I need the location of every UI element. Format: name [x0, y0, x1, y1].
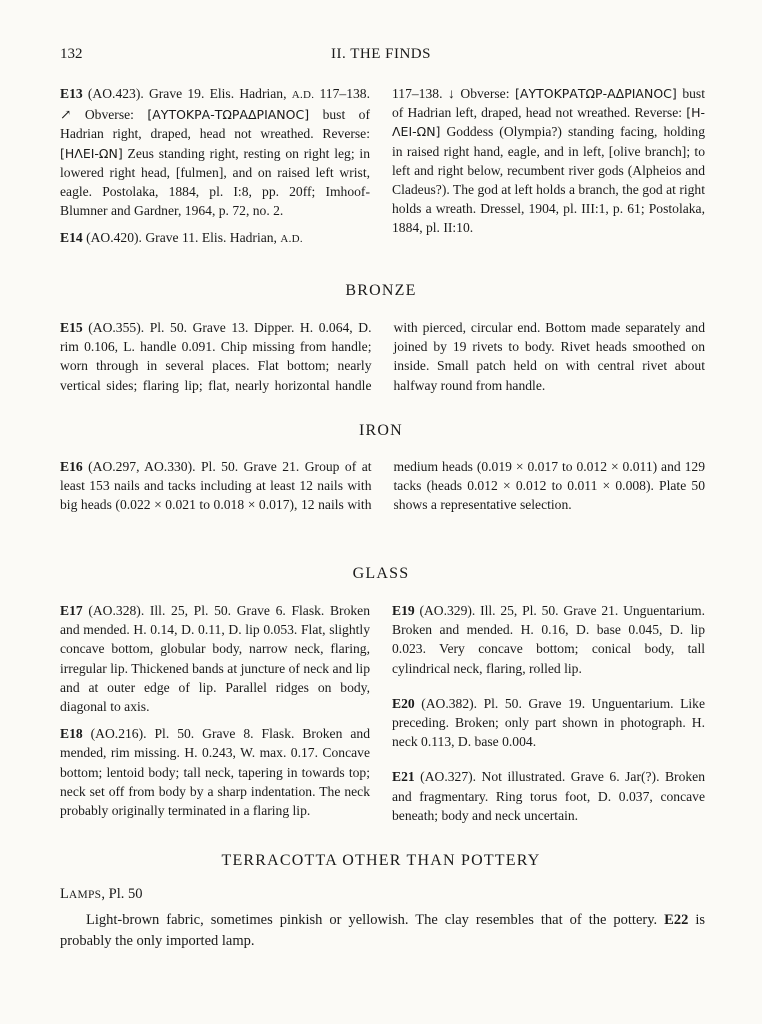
entry-id: E19: [392, 603, 415, 618]
bronze-entry: E15 (AO.355). Pl. 50. Grave 13. Dipper. H. 0.064, D. rim 0.106, L. handle 0.091. Chip missing from handle; worn through in several places. Flat bottom; nearly vertical sides; flaring lip; flat, nearly horizontal handle with pierced, circular end. Bottom made separately and joined by 19 rivets to body. Rivet heads smoothed on inside. Small patch held on with central rivet about halfway round from handle.: [60, 320, 705, 393]
coin-legend: [ΑΥΤΟΚΡΑΤΩΡ-ΑΔΡΙΑΝΟC]: [515, 86, 677, 101]
running-head: II. THE FINDS: [331, 46, 431, 62]
entry-e14-continued: 117–138. ↓ Obverse: [ΑΥΤΟΚΡΑΤΩΡ-ΑΔΡΙΑΝΟC] bust of Hadrian left, draped, head not wreathed. Reverse: [Η-ΛΕΙ-ΩΝ] Goddess (Olympia?) standing facing, holding in raised right hand, eagle, and in left, [olive branch]; to left and right below, recumbent river gods (Alpheios and Cladeus?). The god at left holds a branch, the god at right holds a wreath. Dressel, 1904, pl. III:1, p. 61; Postolaka, 1884, pl. II:10.: [392, 86, 705, 236]
coin-legend: [ΑΥΤΟΚΡΑ-ΤΩΡΑΔΡΙΑΝΟC]: [147, 107, 310, 123]
glass-right-column: [392, 601, 705, 833]
entry-e13: E13 (AO.423). Grave 19. Elis. Hadrian, A.D. 117–138. ↗ Obverse: [ΑΥΤΟΚΡΑ-ΤΩΡΑΔΡΙΑΝΟC] bust of Hadrian right, draped, head not wreathed. Reverse: [ΗΛΕΙ-ΩΝ] Zeus standing right, resting on right leg; in lowered right head, [fulmen], and on raised left wrist, eagle. Postolaka, 1884, pl. I:8, pp. 20ff; Imhoof-Blumner and Gardner, 1964, p. 72, no. 2.: [60, 86, 370, 219]
entry-e14: E14 (AO.420). Grave 11. Elis. Hadrian, A.D.: [60, 230, 303, 246]
entry-id: E14: [60, 230, 83, 246]
iron-entry: E16 (AO.297, AO.330). Pl. 50. Grave 21. Group of at least 153 nails and tacks including at least 12 nails with big heads (0.022 × 0.021 to 0.018 × 0.017), 12 nails with medium heads (0.019 × 0.017 to 0.012 × 0.011) and 129 tacks (heads 0.012 × 0.012 to 0.011 × 0.008). Plate 50 shows a representative selection.: [60, 459, 705, 513]
entry-id: E17: [60, 603, 83, 618]
entry-ref: E22: [664, 912, 689, 928]
entry-id: E20: [392, 695, 415, 711]
entry-e19: E19 (AO.329). Ill. 25, Pl. 50. Grave 21. Unguentarium. Broken and mended. H. 0.16, D. base 0.045, D. lip 0.023. Very concave bottom; conical body, tall cylindrical neck, flaring, rolled lip.: [392, 603, 705, 676]
coins-left-column: [60, 84, 370, 258]
entry-e18: E18 (AO.216). Pl. 50. Grave 8. Flask. Broken and mended, rim missing. H. 0.243, W. max. 0.17. Concave bottom; lentoid body; tall neck, tapering in towards top; neck set off from body by a sharp indentation. The neck probably originally terminated in a flaring lip.: [60, 726, 370, 819]
section-heading-glass: GLASS: [352, 565, 410, 582]
entry-e21: E21 (AO.327). Not illustrated. Grave 6. Jar(?). Broken and fragmentary. Ring torus foot, D. 0.037, concave beneath; body and neck uncertain.: [392, 769, 705, 823]
entry-id: E21: [392, 769, 415, 785]
entry-id: E18: [60, 726, 83, 742]
entry-e17: E17 (AO.328). Ill. 25, Pl. 50. Grave 6. Flask. Broken and mended. H. 0.14, D. 0.11, D. lip 0.053. Flat, slightly concave bottom, globular body, narrow neck, flaring, irregular lip. Thickened bands at juncture of neck and lip and at outer edge of lip. Parallel ridges on body, diagonal to axis.: [60, 603, 370, 715]
page-number: 132: [60, 46, 83, 62]
section-heading-terracotta: TERRACOTTA OTHER THAN POTTERY: [221, 852, 541, 869]
entry-id: E15: [60, 320, 83, 335]
entry-e20: E20 (AO.382). Pl. 50. Grave 19. Unguentarium. Like preceding. Broken; only part shown in photograph. H. neck 0.113, D. base 0.004.: [392, 695, 705, 750]
entry-id: E16: [60, 459, 83, 474]
glass-left-column: [60, 601, 370, 828]
lamps-intro: Light-brown fabric, sometimes pinkish or yellowish. The clay resembles that of the pottery. E22 is probably the only imported lamp.: [60, 912, 705, 949]
coins-right-column: [392, 84, 705, 246]
section-heading-iron: IRON: [359, 422, 403, 439]
coin-legend: [ΗΛΕΙ-ΩΝ]: [60, 145, 123, 161]
coin-legend: [Η-ΛΕΙ-ΩΝ]: [392, 105, 705, 140]
lamps-subheading: LAMPS, Pl. 50: [60, 886, 143, 902]
entry-id: E13: [60, 86, 83, 101]
section-heading-bronze: BRONZE: [345, 282, 417, 299]
